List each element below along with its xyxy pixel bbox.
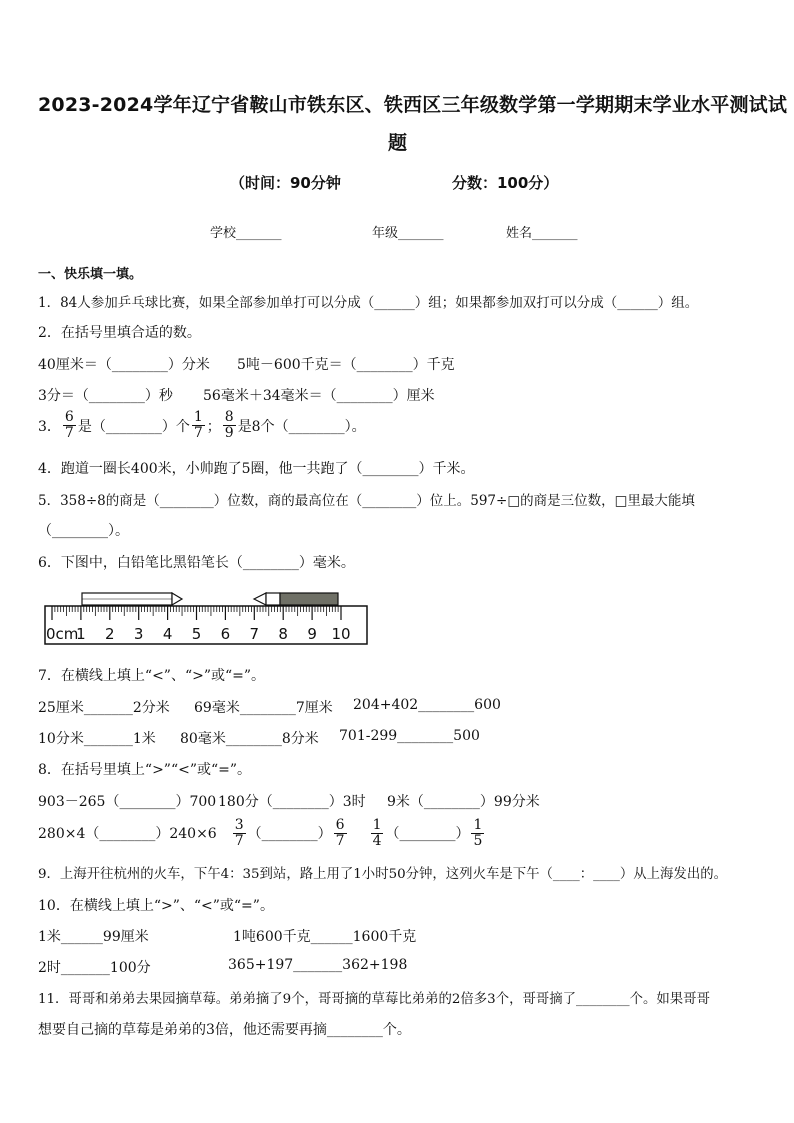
name-field: 姓名_______ [506,226,578,241]
question-2c: 3分＝（________）秒 [38,388,173,404]
section-heading: 一、快乐填一填。 [38,267,143,282]
ruler-label: 4 [162,625,173,643]
ruler-label: 5 [191,625,202,643]
question-8-stem: 8．在括号里填上“>”“<”或“=”。 [38,762,252,778]
fraction: $\frac{1}{4}$ [372,816,382,849]
question-1: 1．84人参加乒乓球比赛，如果全部参加单打可以分成（______）组；如果都参加双打可以分成（______）组。 [38,295,699,311]
fraction: $\frac{3}{7}$ [234,816,244,849]
exam-score: 分数：100分） [452,174,559,192]
ruler-figure [44,588,370,646]
question-4: 4．跑道一圈长400米，小帅跑了5圈，他一共跑了（________）千米。 [38,461,475,477]
fraction: $\frac{1}{7}$ [193,409,203,441]
question-11-cont: 想要自己摘的草莓是弟弟的3倍，他还需要再摘________个。 [38,1022,411,1038]
question-8-r1a: 903－265（________）700 [38,794,217,810]
fraction: $\frac{6}{7}$ [64,409,74,441]
fraction: $\frac{6}{7}$ [335,816,345,849]
ruler-label: 6 [220,625,231,643]
question-10-r1b: 1吨600千克______1600千克 [233,929,417,945]
ruler-label: 8 [278,625,288,643]
question-6: 6．下图中，白铅笔比黑铅笔长（________）毫米。 [38,555,355,571]
ruler-label: 1 [76,625,86,643]
question-10-r2a: 2时_______100分 [38,960,151,976]
question-11: 11．哥哥和弟弟去果园摘草莓。弟弟摘了9个，哥哥摘的草莓比弟弟的2倍多3个，哥哥摘了________个。如果哥哥 [38,992,710,1007]
question-10-stem: 10．在横线上填上“>”、“<”或“=”。 [38,898,274,914]
question-5-cont: （________）。 [38,523,129,539]
question-10-r2b: 365+197_______362+198 [228,957,408,973]
q3-text-1: 是（________）个 [77,418,190,435]
question-2b: 5吨－600千克＝（________）千克 [237,357,455,373]
question-7-r2a: 10分米_______1米 [38,731,156,747]
q8-compare-2: （________） [385,826,470,842]
q3-text-2: ； [206,418,221,435]
question-7-r1a: 25厘米_______2分米 [38,700,170,716]
ruler-body [45,606,367,644]
question-8-r1b: 180分（________）3时 [218,794,366,810]
question-7-r1c: 204+402________600 [353,697,501,713]
q3-text-3: 是8个（________）。 [237,418,366,435]
question-7-r2b: 80毫米________8分米 [180,731,319,747]
ruler-label: 7 [249,625,260,643]
question-8-r1c: 9米（________）99分米 [387,794,540,810]
page-title-cont: 题 [388,132,408,154]
white-pencil [82,593,182,605]
question-10-r1a: 1米______99厘米 [38,929,149,945]
fraction: $\frac{8}{9}$ [224,409,234,441]
ruler-label: 3 [133,625,144,643]
question-3 [38,410,366,441]
page-title: 2023-2024学年辽宁省鞍山市铁东区、铁西区三年级数学第一学期期末学业水平测试试 [38,94,788,116]
black-pencil [254,593,338,605]
question-5: 5．358÷8的商是（________）位数，商的最高位在（________）位上。597÷□的商是三位数，□里最大能填 [38,493,695,509]
exam-time: （时间：90分钟 [230,174,341,192]
question-7-stem: 7．在横线上填上“<”、“>”或“=”。 [38,668,266,684]
question-2-stem: 2．在括号里填合适的数。 [38,325,201,341]
fraction: $\frac{1}{5}$ [473,816,483,849]
q3-number: 3． [38,418,61,435]
question-2d: 56毫米＋34毫米＝（________）厘米 [203,388,435,404]
ruler-label: 2 [105,625,115,643]
ruler-label: 10 [331,625,351,643]
grade-field: 年级_______ [372,226,444,241]
q8-r2a: 280×4（________）240×6 [38,826,217,842]
school-field: 学校_______ [210,226,282,241]
question-8-row2 [38,813,486,853]
question-7-r1b: 69毫米________7厘米 [194,700,333,716]
question-2a: 40厘米＝（________）分米 [38,357,210,373]
question-7-r2c: 701-299________500 [339,728,480,744]
ruler-label: 9 [307,625,317,643]
ruler-label: 0cm [46,625,79,643]
q8-compare-1: （________） [247,826,332,842]
question-9: 9．上海开往杭州的火车，下午4：35到站，路上用了1小时50分钟，这列火车是下午（____：____）从上海发出的。 [38,867,727,882]
